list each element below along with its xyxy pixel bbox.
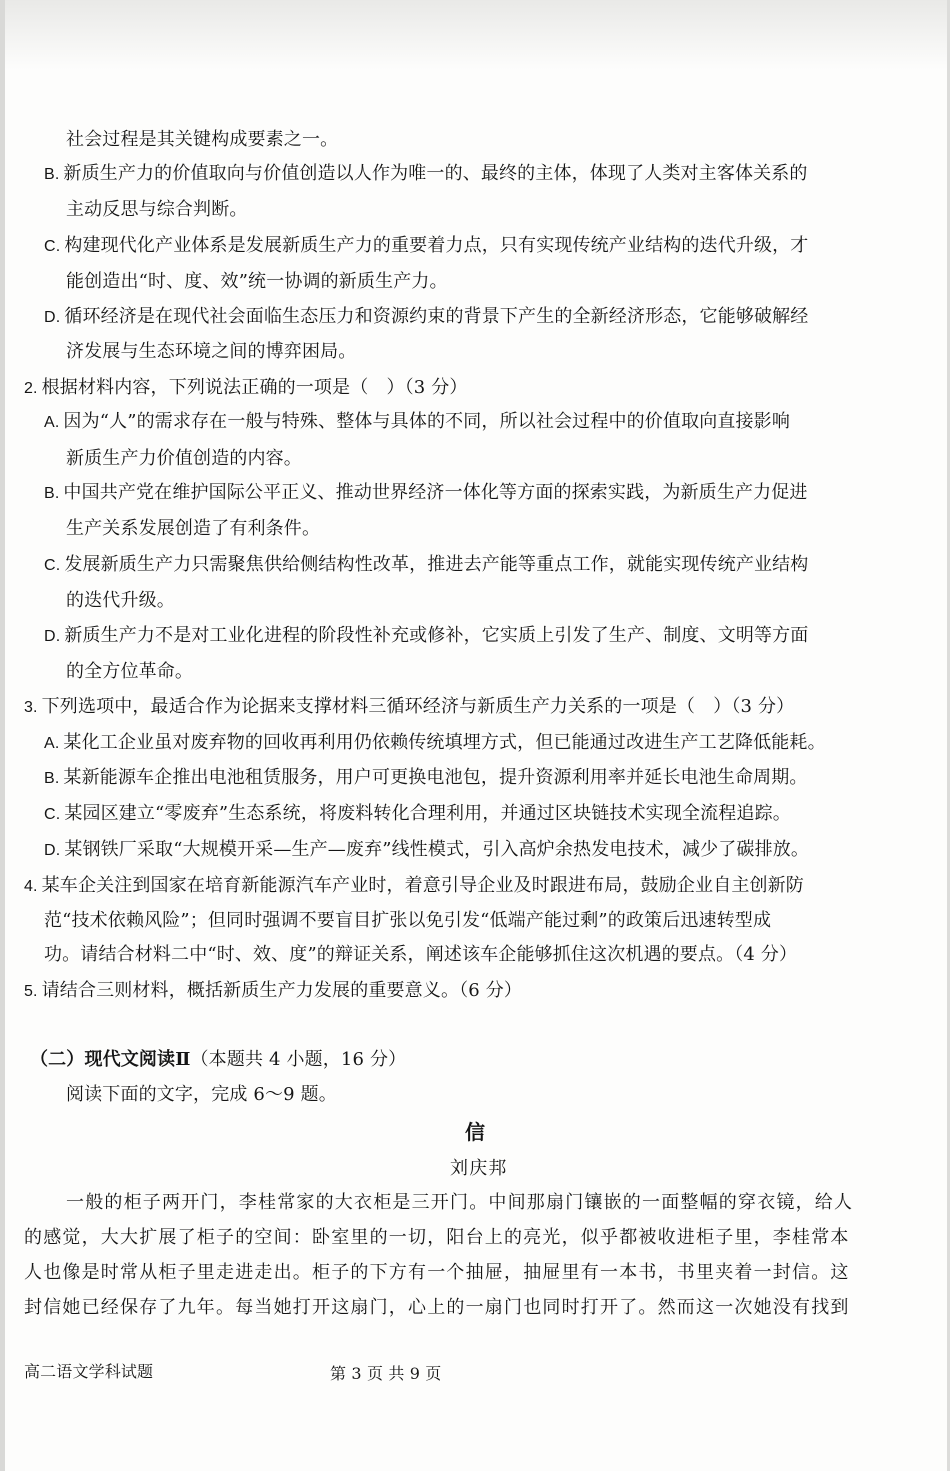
q2-option-b: B. 中国共产党在维护国际公平正义、推动世界经济一体化等方面的探索实践，为新质生产力促进 [44,482,808,503]
q2-option-c: C. 发展新质生产力只需聚焦供给侧结构性改革，推进去产能等重点工作，就能实现传统产业结构 [44,554,809,575]
q1-option-c-cont: 能创造出“时、度、效”统一协调的新质生产力。 [66,271,448,292]
q1-option-a-tail: 社会过程是其关键构成要素之一。 [66,129,339,150]
q1-option-b: B. 新质生产力的价值取向与价值创造以人作为唯一的、最终的主体，体现了人类对主客体关系的 [44,163,808,184]
q1-option-b-cont: 主动反思与综合判断。 [66,199,248,220]
q1-option-c: C. 构建现代化产业体系是发展新质生产力的重要着力点，只有实现传统产业结构的迭代升级，才 [44,235,809,256]
scan-shadow-top [0,0,950,70]
q1-option-d-cont: 济发展与生态环境之间的博弈困局。 [66,341,357,362]
article-paragraph-line: 的感觉，大大扩展了柜子的空间：卧室里的一切，阳台上的亮光，似乎都被收进柜子里，李桂常本 [24,1227,850,1248]
article-title: 信 [465,1120,486,1144]
q2-option-c-cont: 的迭代升级。 [66,590,175,611]
article-paragraph-line: 封信她已经保存了九年。每当她打开这扇门，心上的一扇门也同时打开了。然而这一次她没有找到 [24,1297,850,1318]
q2-option-d-cont: 的全方位革命。 [66,661,194,682]
q2-stem: 2. 根据材料内容，下列说法正确的一项是（ ）（3 分） [24,377,468,398]
q3-option-b: B. 某新能源车企推出电池租赁服务，用户可更换电池包，提升资源利用率并延长电池生命周期。 [44,767,808,788]
q3-stem: 3. 下列选项中，最适合作为论据来支撑材料三循环经济与新质生产力关系的一项是（ ）（3 分） [24,696,795,717]
footer-page-number: 第 3 页 共 9 页 [330,1364,442,1383]
q2-option-a: A. 因为“人”的需求存在一般与特殊、整体与具体的不同，所以社会过程中的价值取向直接影响 [44,411,790,432]
q2-option-a-cont: 新质生产力价值创造的内容。 [66,448,302,469]
q3-option-a: A. 某化工企业虽对废弃物的回收再利用仍依赖传统填埋方式，但已能通过改进生产工艺降低能耗。 [44,732,826,753]
q5-stem: 5. 请结合三则材料，概括新质生产力发展的重要意义。（6 分） [24,980,523,1001]
q3-option-c: C. 某园区建立“零废弃”生态系统，将废料转化合理利用，并通过区块链技术实现全流程追踪。 [44,803,791,824]
q3-option-d: D. 某钢铁厂采取“大规模开采—生产—废弃”线性模式，引入高炉余热发电技术，减少了碳排放。 [44,839,810,860]
q4-stem-cont-2: 功。请结合材料二中“时、效、度”的辩证关系，阐述该车企能够抓住这次机遇的要点。（4 分） [44,944,798,965]
q4-stem-cont-1: 范“技术依赖风险”；但同时强调不要盲目扩张以免引发“低端产能过剩”的政策后迅速转型成 [44,910,772,931]
footer-subject: 高二语文学科试题 [24,1362,154,1381]
article-author: 刘庆邦 [450,1158,508,1179]
section-2-instruction: 阅读下面的文字，完成 6～9 题。 [66,1084,337,1105]
q2-option-b-cont: 生产关系发展创造了有利条件。 [66,518,321,539]
article-paragraph-line: 人也像是时常从柜子里走进走出。柜子的下方有一个抽屉，抽屉里有一本书，书里夹着一封信。这 [24,1262,850,1283]
q2-option-d: D. 新质生产力不是对工业化进程的阶段性补充或修补，它实质上引发了生产、制度、文明等方面 [44,625,809,646]
section-2-heading: （二）现代文阅读Ⅱ（本题共 4 小题，16 分） [30,1049,407,1070]
q1-option-d: D. 循环经济是在现代社会面临生态压力和资源约束的背景下产生的全新经济形态，它能够破解经 [44,306,809,327]
scan-edge-left [0,0,5,1471]
q4-stem: 4. 某车企关注到国家在培育新能源汽车产业时，着意引导企业及时跟进布局，鼓励企业自主创新防 [24,875,804,896]
article-paragraph-line: 一般的柜子两开门，李桂常家的大衣柜是三开门。中间那扇门镶嵌的一面整幅的穿衣镜，给人 [66,1192,854,1213]
